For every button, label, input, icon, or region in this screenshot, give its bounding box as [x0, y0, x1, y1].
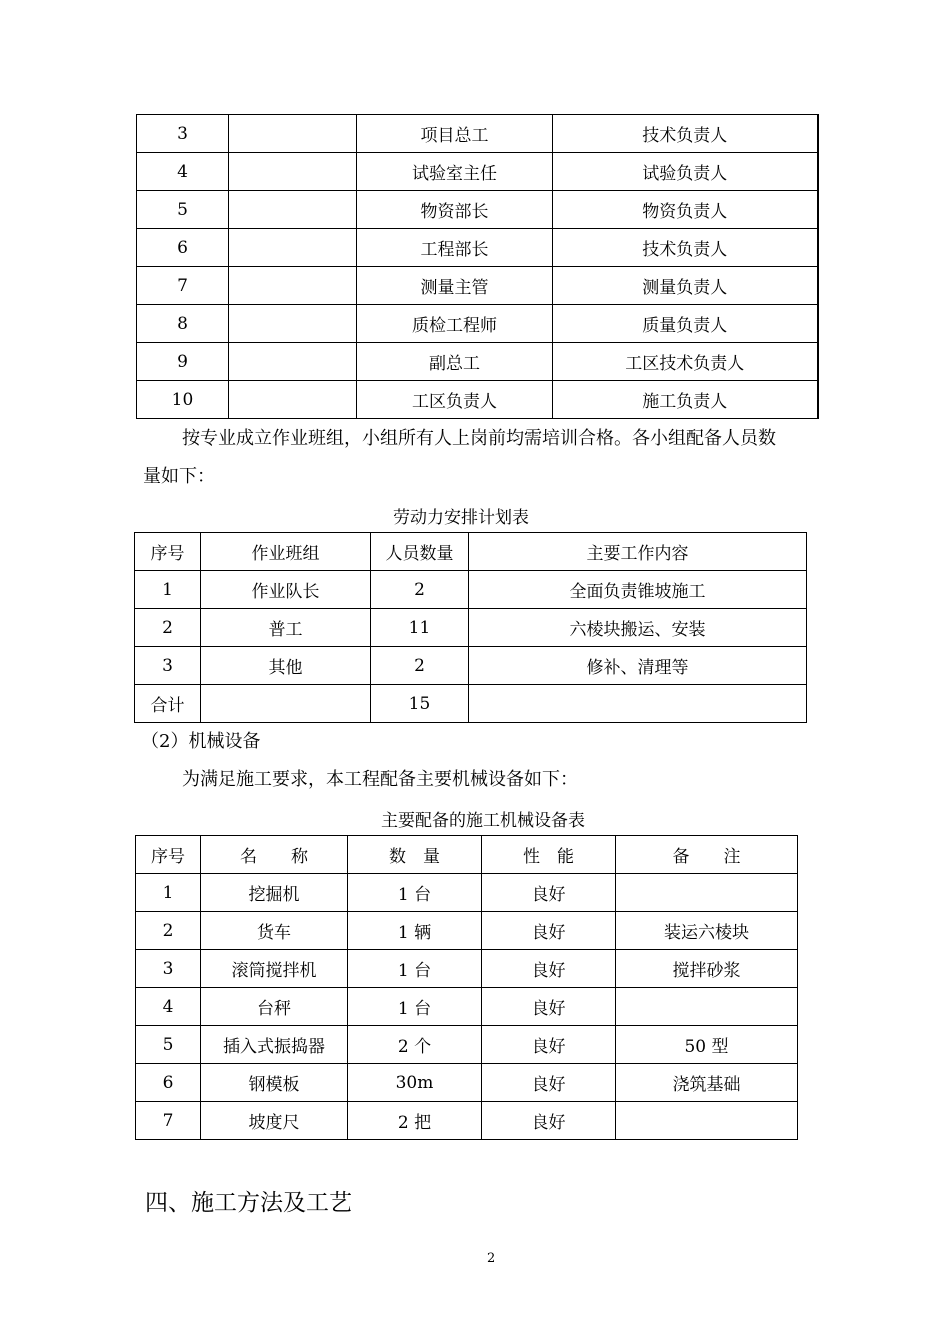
staff-position: 质检工程师: [357, 305, 553, 343]
labor-content: 六棱块搬运、安装: [469, 609, 807, 647]
equip-note: 浇筑基础: [616, 1064, 798, 1102]
labor-table: [134, 532, 807, 723]
equip-name: 滚筒搅拌机: [201, 950, 348, 988]
total-count: 15: [371, 685, 469, 723]
staff-name: [229, 191, 357, 229]
table-row: [136, 950, 798, 988]
staff-duty: 试验负责人: [553, 153, 818, 191]
staff-table: [136, 114, 819, 419]
equip-qty: 1 辆: [348, 912, 482, 950]
staff-position: 工程部长: [357, 229, 553, 267]
equip-status: 良好: [482, 874, 616, 912]
table-row: [135, 647, 807, 685]
labor-team: 普工: [201, 609, 371, 647]
equip-name: 插入式振捣器: [201, 1026, 348, 1064]
paragraph-line-1: 按专业成立作业班组，小组所有人上岗前均需培训合格。各小组配备人员数: [182, 428, 776, 449]
staff-name: [229, 305, 357, 343]
page-number: 2: [487, 1251, 496, 1266]
header-no: 序号: [135, 533, 201, 571]
equip-qty: 1 台: [348, 950, 482, 988]
table-row: [136, 1064, 798, 1102]
staff-duty: 施工负责人: [553, 381, 818, 419]
staff-name: [229, 343, 357, 381]
staff-name: [229, 267, 357, 305]
staff-no: 10: [137, 381, 229, 419]
equip-qty: 2 把: [348, 1102, 482, 1140]
table-row: [135, 571, 807, 609]
equip-no: 2: [136, 912, 201, 950]
equip-name: 钢模板: [201, 1064, 348, 1102]
equip-status: 良好: [482, 1064, 616, 1102]
table-row: [135, 609, 807, 647]
labor-count: 2: [371, 571, 469, 609]
equip-note: [616, 874, 798, 912]
header-content: 主要工作内容: [469, 533, 807, 571]
total-content: [469, 685, 807, 723]
staff-no: 6: [137, 229, 229, 267]
table-row: [137, 115, 818, 153]
equip-name: 台秤: [201, 988, 348, 1026]
staff-position: 项目总工: [357, 115, 553, 153]
equip-name: 坡度尺: [201, 1102, 348, 1140]
table-row: [136, 874, 798, 912]
table-total-row: [135, 685, 807, 723]
staff-no: 5: [137, 191, 229, 229]
staff-position: 工区负责人: [357, 381, 553, 419]
labor-no: 3: [135, 647, 201, 685]
staff-duty: 质量负责人: [553, 305, 818, 343]
table-row: [137, 191, 818, 229]
equip-status: 良好: [482, 1026, 616, 1064]
header-team: 作业班组: [201, 533, 371, 571]
staff-duty: 技术负责人: [553, 229, 818, 267]
staff-position: 物资部长: [357, 191, 553, 229]
labor-content: 修补、清理等: [469, 647, 807, 685]
staff-position: 副总工: [357, 343, 553, 381]
paragraph-line-2: 量如下：: [143, 466, 215, 487]
staff-name: [229, 153, 357, 191]
equip-status: 良好: [482, 912, 616, 950]
staff-no: 3: [137, 115, 229, 153]
staff-no: 7: [137, 267, 229, 305]
equip-status: 良好: [482, 1102, 616, 1140]
header-note: 备 注: [616, 836, 798, 874]
table-row: [136, 988, 798, 1026]
equip-no: 7: [136, 1102, 201, 1140]
labor-count: 11: [371, 609, 469, 647]
staff-duty: 物资负责人: [553, 191, 818, 229]
staff-name: [229, 115, 357, 153]
table-row: [137, 229, 818, 267]
table-row: [137, 153, 818, 191]
total-label: 合计: [135, 685, 201, 723]
header-status: 性 能: [482, 836, 616, 874]
staff-name: [229, 381, 357, 419]
header-qty: 数 量: [348, 836, 482, 874]
header-count: 人员数量: [371, 533, 469, 571]
labor-content: 全面负责锥坡施工: [469, 571, 807, 609]
labor-team: 作业队长: [201, 571, 371, 609]
equip-no: 6: [136, 1064, 201, 1102]
equip-qty: 30m: [348, 1064, 482, 1102]
section-heading: 四、施工方法及工艺: [145, 1190, 352, 1216]
table-row: [137, 381, 818, 419]
header-name: 名 称: [201, 836, 348, 874]
staff-name: [229, 229, 357, 267]
table-header-row: [135, 533, 807, 571]
table-row: [137, 343, 818, 381]
equip-note: [616, 988, 798, 1026]
table-row: [136, 1026, 798, 1064]
equip-qty: 1 台: [348, 988, 482, 1026]
equip-note: [616, 1102, 798, 1140]
equip-status: 良好: [482, 988, 616, 1026]
labor-no: 2: [135, 609, 201, 647]
equip-name: 货车: [201, 912, 348, 950]
labor-table-caption: 劳动力安排计划表: [393, 508, 529, 528]
staff-no: 4: [137, 153, 229, 191]
table-row: [136, 1102, 798, 1140]
equip-no: 5: [136, 1026, 201, 1064]
table-header-row: [136, 836, 798, 874]
staff-position: 测量主管: [357, 267, 553, 305]
paragraph-2: 为满足施工要求，本工程配备主要机械设备如下：: [182, 769, 578, 790]
header-no: 序号: [136, 836, 201, 874]
equip-no: 3: [136, 950, 201, 988]
staff-no: 9: [137, 343, 229, 381]
equip-no: 1: [136, 874, 201, 912]
staff-duty: 工区技术负责人: [553, 343, 818, 381]
table-row: [136, 912, 798, 950]
staff-duty: 测量负责人: [553, 267, 818, 305]
equip-note: 装运六棱块: [616, 912, 798, 950]
section-machinery: （2）机械设备: [141, 731, 261, 752]
staff-duty: 技术负责人: [553, 115, 818, 153]
equip-note: 搅拌砂浆: [616, 950, 798, 988]
equipment-table: [135, 835, 798, 1140]
equip-status: 良好: [482, 950, 616, 988]
equip-note: 50 型: [616, 1026, 798, 1064]
labor-no: 1: [135, 571, 201, 609]
labor-team: 其他: [201, 647, 371, 685]
total-team: [201, 685, 371, 723]
staff-no: 8: [137, 305, 229, 343]
labor-count: 2: [371, 647, 469, 685]
table-row: [137, 267, 818, 305]
equip-no: 4: [136, 988, 201, 1026]
table-row: [137, 305, 818, 343]
staff-position: 试验室主任: [357, 153, 553, 191]
equip-name: 挖掘机: [201, 874, 348, 912]
equip-qty: 2 个: [348, 1026, 482, 1064]
equipment-table-caption: 主要配备的施工机械设备表: [381, 811, 585, 831]
equip-qty: 1 台: [348, 874, 482, 912]
